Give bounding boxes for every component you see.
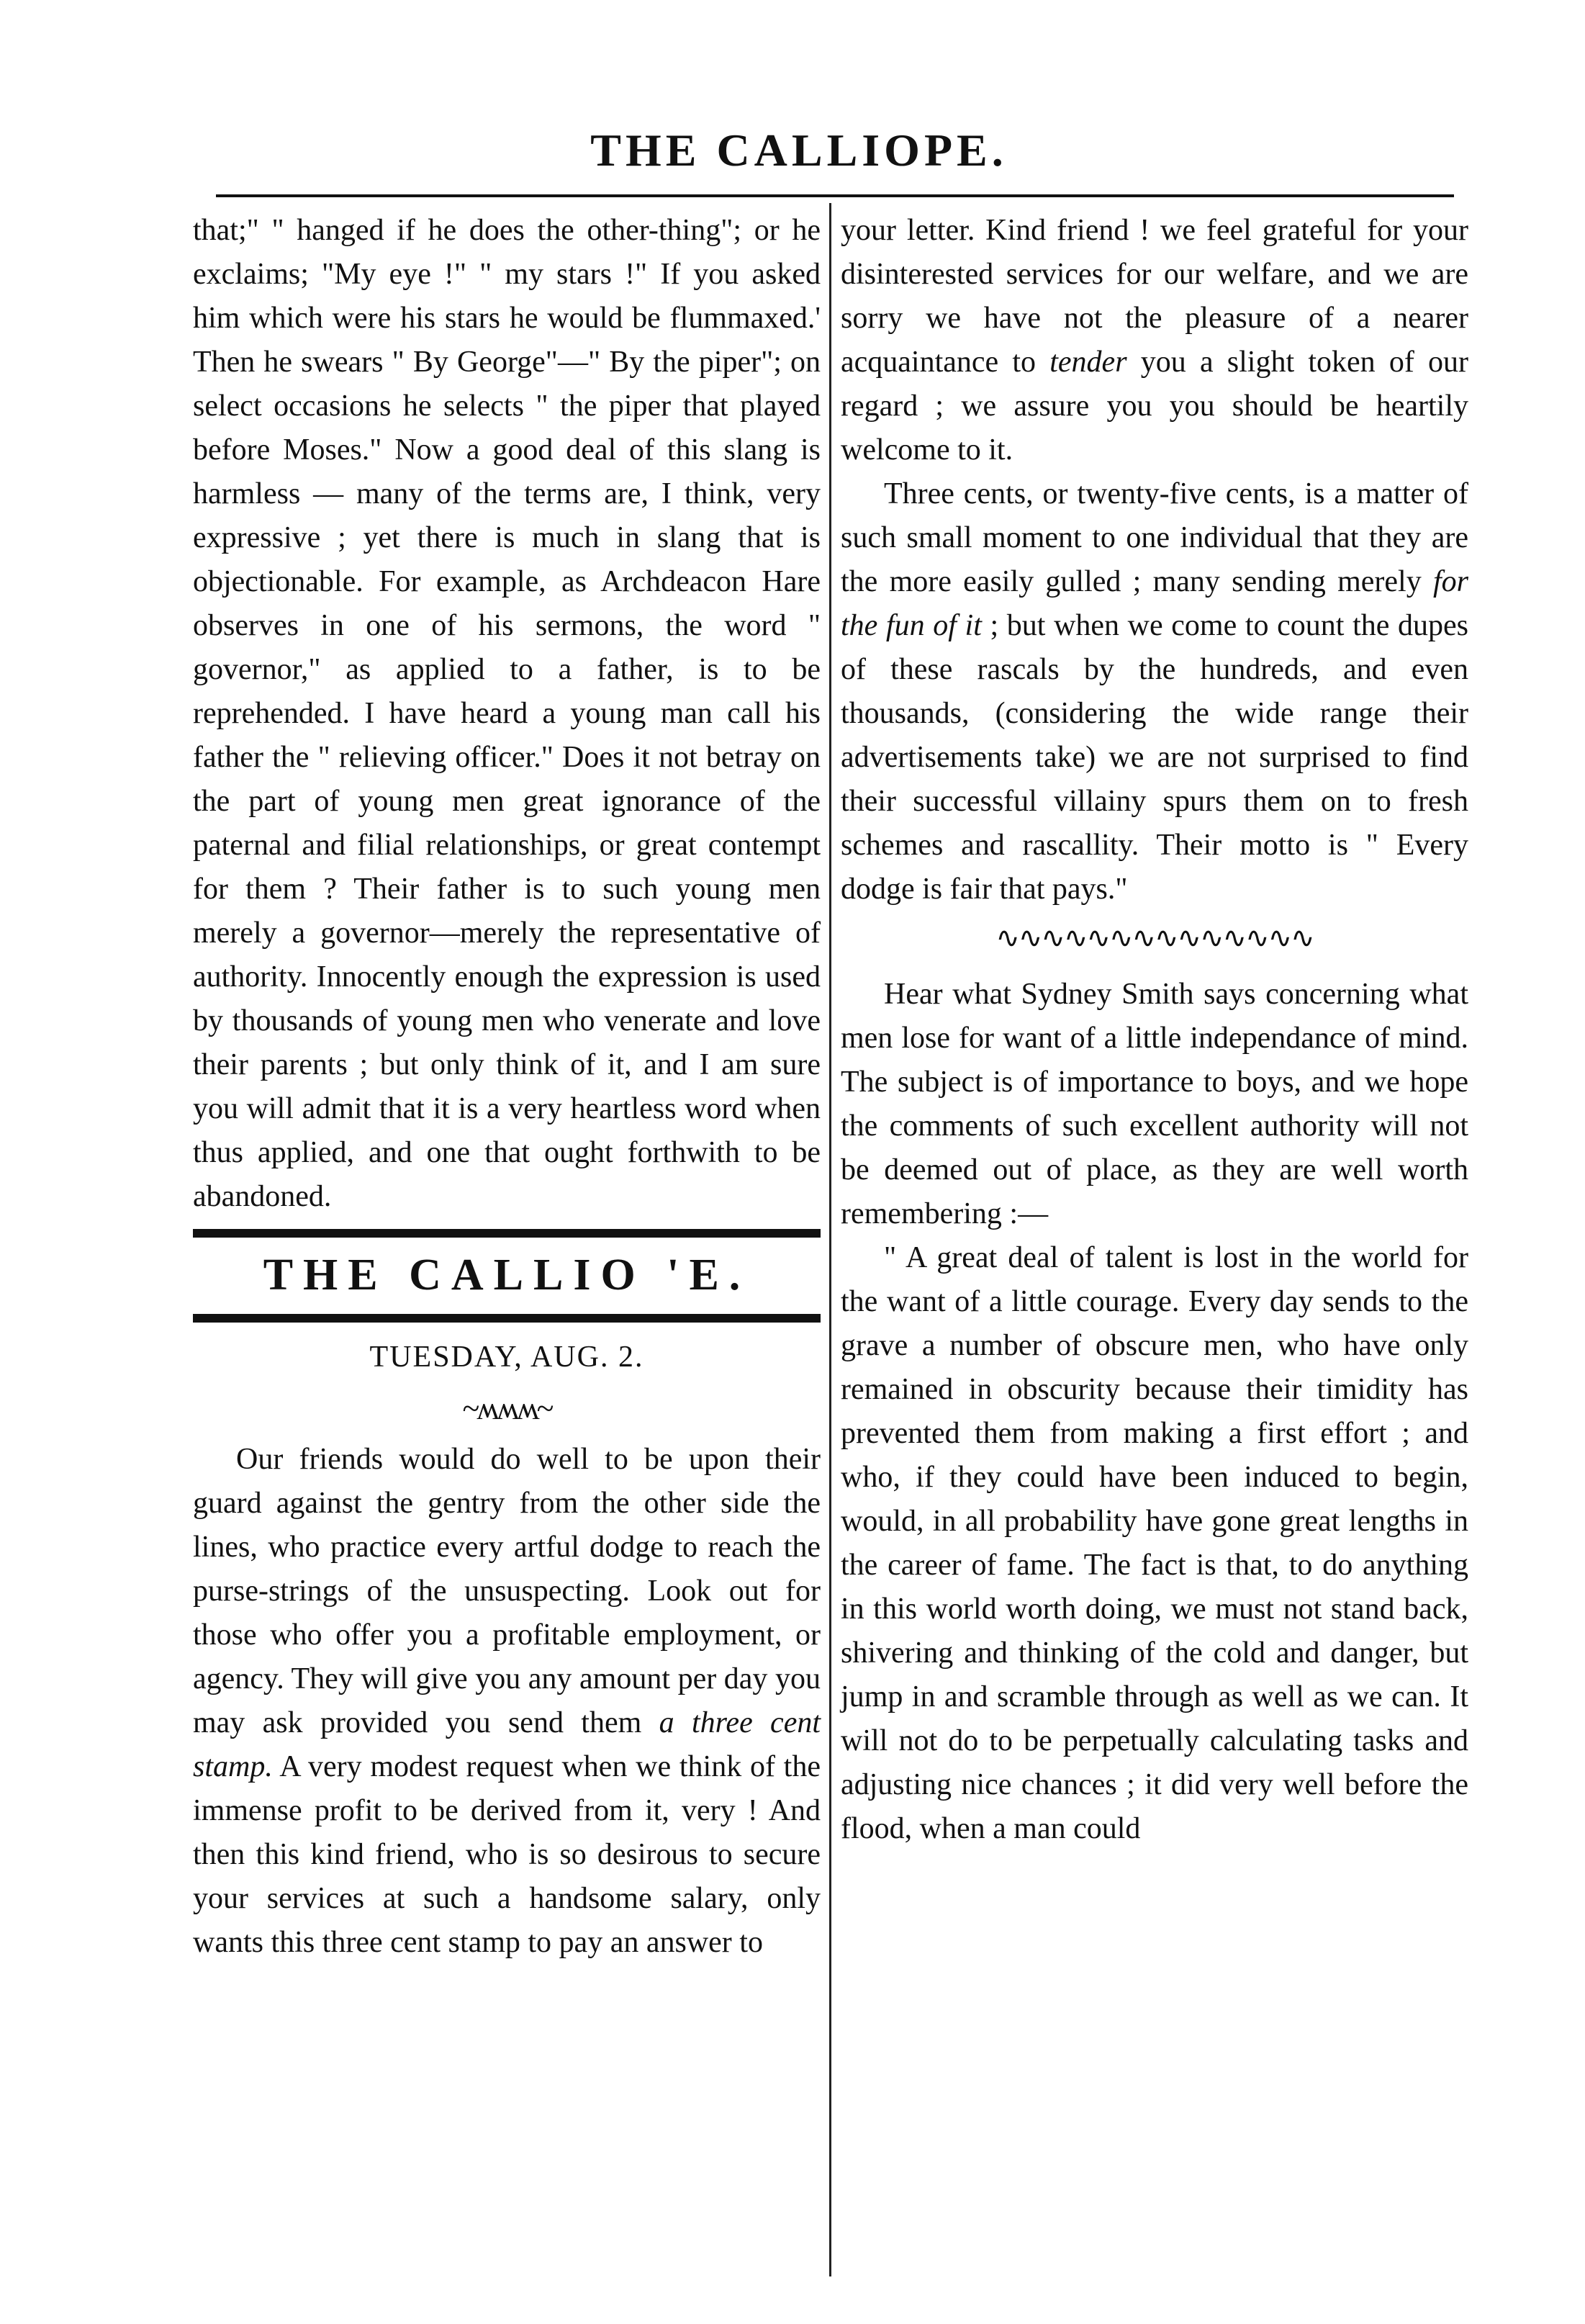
header-rule: [216, 194, 1454, 197]
left-paragraph-2-emphasis: a three cent stamp.: [193, 1706, 821, 1783]
right-paragraph-2-text-b: ; but when we come to count the dupes of these rascals by the hundreds, and even thousands, (considering the wide range their advertisements take) we are not surprised to find their successful villainy spurs them on to fresh schemes and rascallity. Their motto is " Every dodge is fair that pays.": [841, 609, 1468, 906]
left-paragraph-2-text-a: Our friends would do well to be upon their guard against the gentry from the other side the lines, who practice every artful dodge to reach the purse-strings of the unsuspecting. Look out for those who offer you a profitable employment, or agency. They will give you any amount per day you may ask provided you send them: [193, 1443, 821, 1739]
column-divider: [829, 203, 831, 2276]
right-paragraph-4: " A great deal of talent is lost in the world for the want of a little courage. Every day sends to the grave a number of obscure men, who have only remained in obscurity because their timidity has prevented them from making a first effort ; and who, if they could have been induced to begin, would, in all probability have gone great lengths in the career of fame. The fact is that, to do anything in this world worth doing, we must not stand back, shivering and thinking of the cold and danger, but jump in and scramble through as well as we can. It will not do to be perpetually calculating tasks and adjusting nice chances ; it did very well before the flood, when a man could: [841, 1241, 1468, 1845]
right-column: [841, 209, 1468, 1851]
left-paragraph-2: [193, 1438, 821, 1965]
wavy-divider: ∿∿∿∿∿∿∿∿∿∿∿∿∿∿: [995, 922, 1314, 954]
right-paragraph-2: [841, 472, 1468, 911]
running-head: THE CALLIOPE.: [590, 125, 1008, 176]
left-paragraph-1: that;" " hanged if he does the other-thing"; or he exclaims; "My eye !" " my stars !" If you asked him which were his stars he would be flummaxed.' Then he swears " By George"—" By the piper"; on select occasions he selects " the piper that played before Moses." Now a good deal of this slang is harmless — many of the terms are, I think, very expressive ; yet there is much in slang that is objectionable. For example, as Archdeacon Hare observes in one of his sermons, the word " governor," as applied to a father, is to be reprehended. I have heard a young man call his father the " relieving officer." Does it not betray on the part of young men great ignorance of the paternal and filial relationships, or great contempt for them ? Their father is to such young men merely a governor—merely the representative of authority. Innocently enough the expression is used by thousands of young men who venerate and love their parents ; but only think of it, and I am sure you will admit that it is a very heartless word when thus applied, and one that ought forthwith to be abandoned.: [193, 214, 821, 1213]
right-paragraph-2-text-a: Three cents, or twenty-five cents, is a matter of such small moment to one individual that they are the more easily gulled ; many sending merely: [841, 477, 1468, 598]
right-paragraph-1: [841, 209, 1468, 472]
left-paragraph-2-text-b: A very modest request when we think of the immense profit to be derived from it, very ! And then this kind friend, who is so desirous to secure your services at such a handsome salary, only wants this three cent stamp to pay an answer to: [193, 1750, 821, 1959]
masthead-title: THE CALLIO 'E.: [263, 1251, 751, 1300]
right-paragraph-1-text-b: you a slight token of our regard ; we assure you you should be heartily welcome to it.: [841, 346, 1468, 467]
left-column: [193, 209, 821, 1965]
masthead-rule-top: [193, 1229, 821, 1238]
right-paragraph-1-emphasis: tender: [1049, 346, 1127, 379]
right-paragraph-2-emphasis: for the fun of it: [841, 565, 1468, 642]
masthead-rule-bottom: [193, 1314, 821, 1323]
issue-date: TUESDAY, AUG. 2.: [369, 1341, 644, 1374]
ornament-divider: ~ʍʍʍ~: [462, 1391, 551, 1426]
right-paragraph-1-text-a: your letter. Kind friend ! we feel grateful for your disinterested services for our welfare, and we are sorry we have not the pleasure of a nearer acquaintance to: [841, 214, 1468, 379]
right-paragraph-3: Hear what Sydney Smith says concerning what men lose for want of a little independance of mind. The subject is of importance to boys, and we hope the comments of such excellent authority will not be deemed out of place, as they are well worth remembering :—: [841, 978, 1468, 1230]
